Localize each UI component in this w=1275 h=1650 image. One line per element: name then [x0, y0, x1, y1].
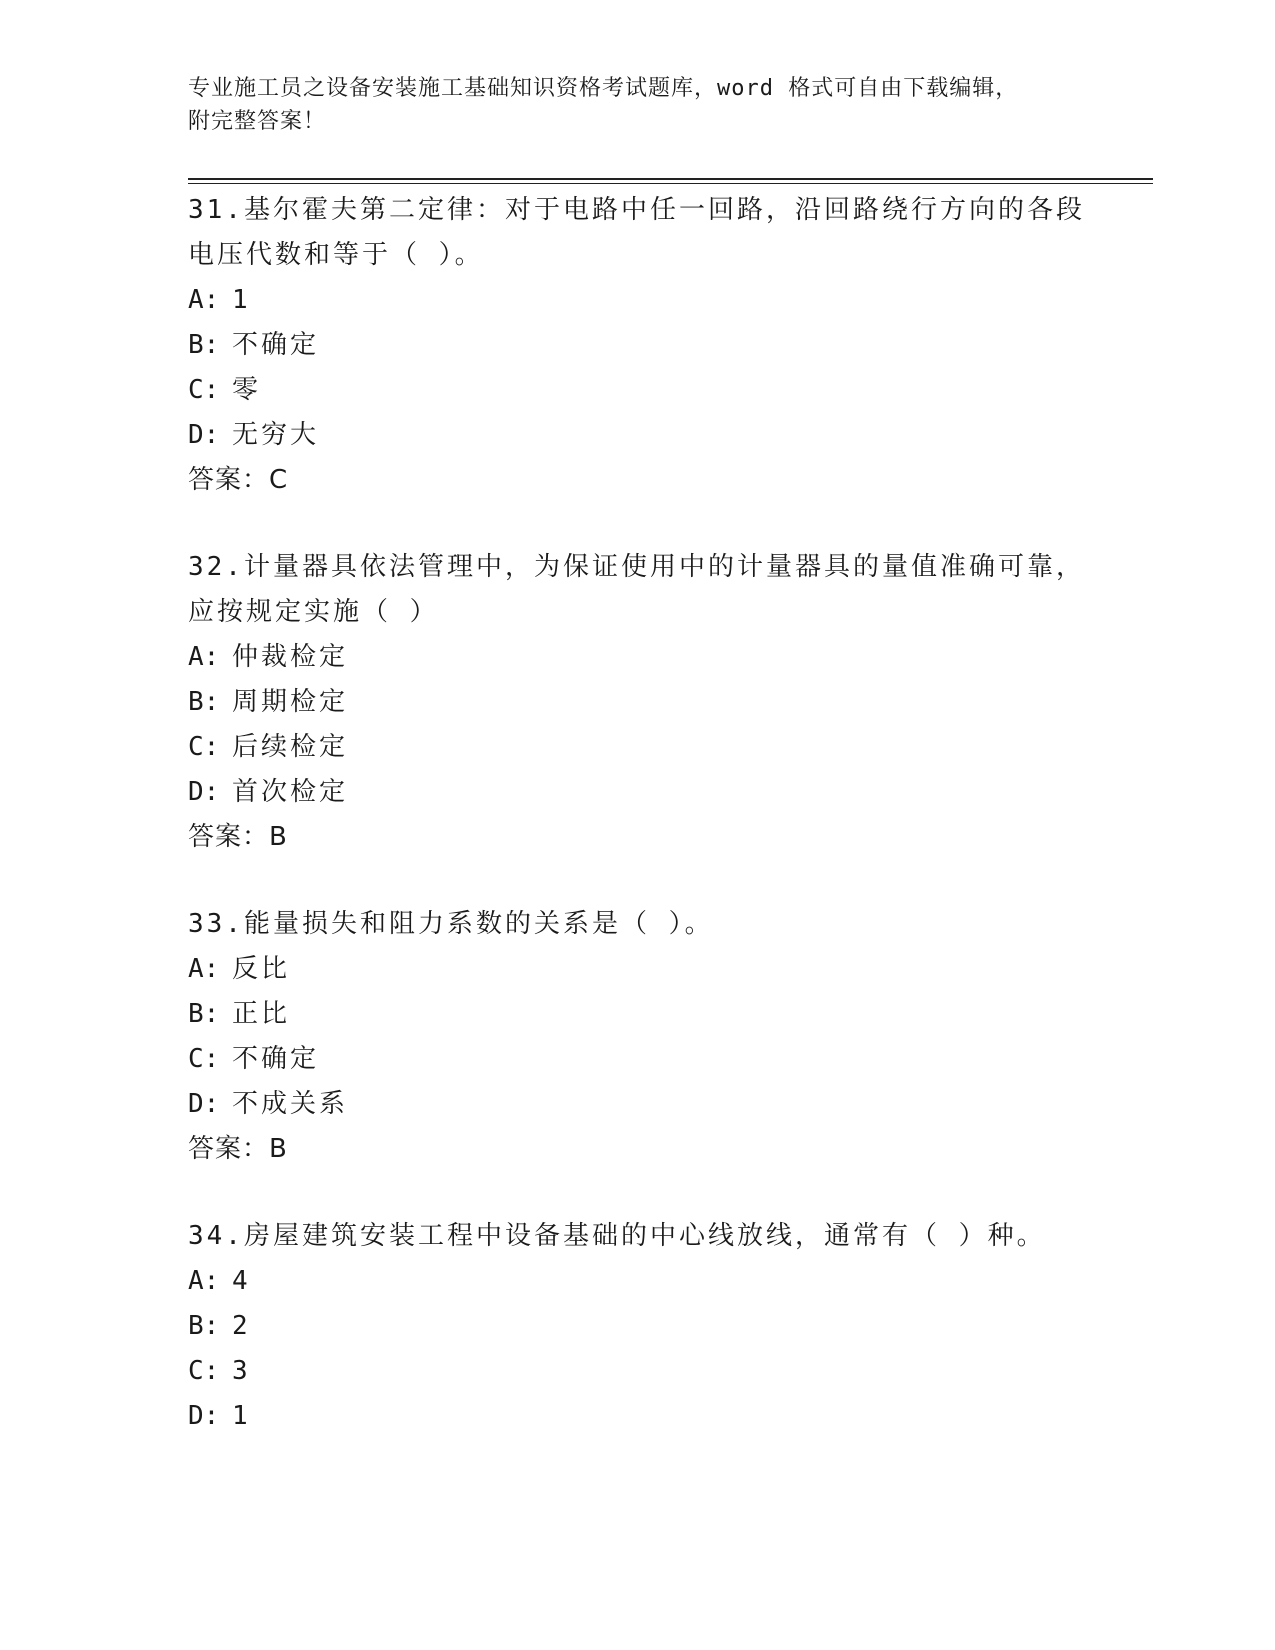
option-letter: D:: [188, 777, 220, 807]
question-text: 34.房屋建筑安装工程中设备基础的中心线放线，通常有（ ）种。: [188, 1221, 1046, 1251]
option-text: 周期检定: [232, 687, 349, 717]
option-letter: C:: [188, 1356, 220, 1386]
option-text: 1: [232, 1401, 251, 1431]
option-c: [188, 1037, 1153, 1082]
option-d: [188, 413, 1153, 458]
option-text: 无穷大: [232, 420, 320, 450]
option-letter: A:: [188, 1266, 220, 1296]
option-letter: D:: [188, 1089, 220, 1119]
option-d: [188, 770, 1153, 815]
option-b: [188, 680, 1153, 725]
header-divider-thin: [188, 183, 1153, 184]
option-text: 4: [232, 1266, 251, 1296]
option-text: 1: [232, 285, 251, 315]
option-c: [188, 368, 1153, 413]
option-letter: A:: [188, 642, 220, 672]
option-letter: C:: [188, 375, 220, 405]
document-header: [188, 72, 1068, 138]
option-text: 正比: [232, 999, 291, 1029]
answer-line: 答案：C: [188, 465, 289, 495]
option-letter: D:: [188, 420, 220, 450]
header-line-2: 附完整答案！: [188, 109, 327, 134]
option-letter: B:: [188, 330, 220, 360]
option-letter: B:: [188, 687, 220, 717]
question-list: [188, 188, 1153, 1481]
header-line-1: 专业施工员之设备安装施工基础知识资格考试题库，word 格式可自由下载编辑，: [188, 76, 1019, 101]
option-b: [188, 323, 1153, 368]
option-a: [188, 635, 1153, 680]
option-a: [188, 947, 1153, 992]
option-letter: A:: [188, 285, 220, 315]
question-33: [188, 902, 1153, 1172]
question-text: 32.计量器具依法管理中，为保证使用中的计量器具的量值准确可靠，应按规定实施（ ）: [188, 552, 1085, 627]
option-letter: A:: [188, 954, 220, 984]
option-text: 零: [232, 375, 262, 405]
option-d: [188, 1394, 1153, 1439]
option-d: [188, 1082, 1153, 1127]
option-letter: B:: [188, 999, 220, 1029]
option-text: 2: [232, 1311, 251, 1341]
document-page: [188, 0, 1153, 1650]
option-b: [188, 992, 1153, 1037]
question-31: [188, 188, 1153, 503]
option-a: [188, 278, 1153, 323]
answer-line: 答案：B: [188, 822, 288, 852]
option-text: 3: [232, 1356, 251, 1386]
option-text: 仲裁检定: [232, 642, 349, 672]
question-32: [188, 545, 1153, 860]
option-c: [188, 725, 1153, 770]
option-letter: B:: [188, 1311, 220, 1341]
option-a: [188, 1259, 1153, 1304]
question-text: 33.能量损失和阻力系数的关系是（ ）。: [188, 909, 714, 939]
option-letter: C:: [188, 1044, 220, 1074]
question-text: 31.基尔霍夫第二定律：对于电路中任一回路，沿回路绕行方向的各段电压代数和等于（ ）。: [188, 195, 1085, 270]
option-letter: D:: [188, 1401, 220, 1431]
option-c: [188, 1349, 1153, 1394]
answer-line: 答案：B: [188, 1134, 288, 1164]
header-divider-thick: [188, 178, 1153, 180]
option-letter: C:: [188, 732, 220, 762]
option-b: [188, 1304, 1153, 1349]
question-34: [188, 1214, 1153, 1439]
option-text: 不确定: [232, 1044, 320, 1074]
option-text: 不确定: [232, 330, 320, 360]
option-text: 后续检定: [232, 732, 349, 762]
option-text: 不成关系: [232, 1089, 349, 1119]
option-text: 反比: [232, 954, 291, 984]
option-text: 首次检定: [232, 777, 349, 807]
